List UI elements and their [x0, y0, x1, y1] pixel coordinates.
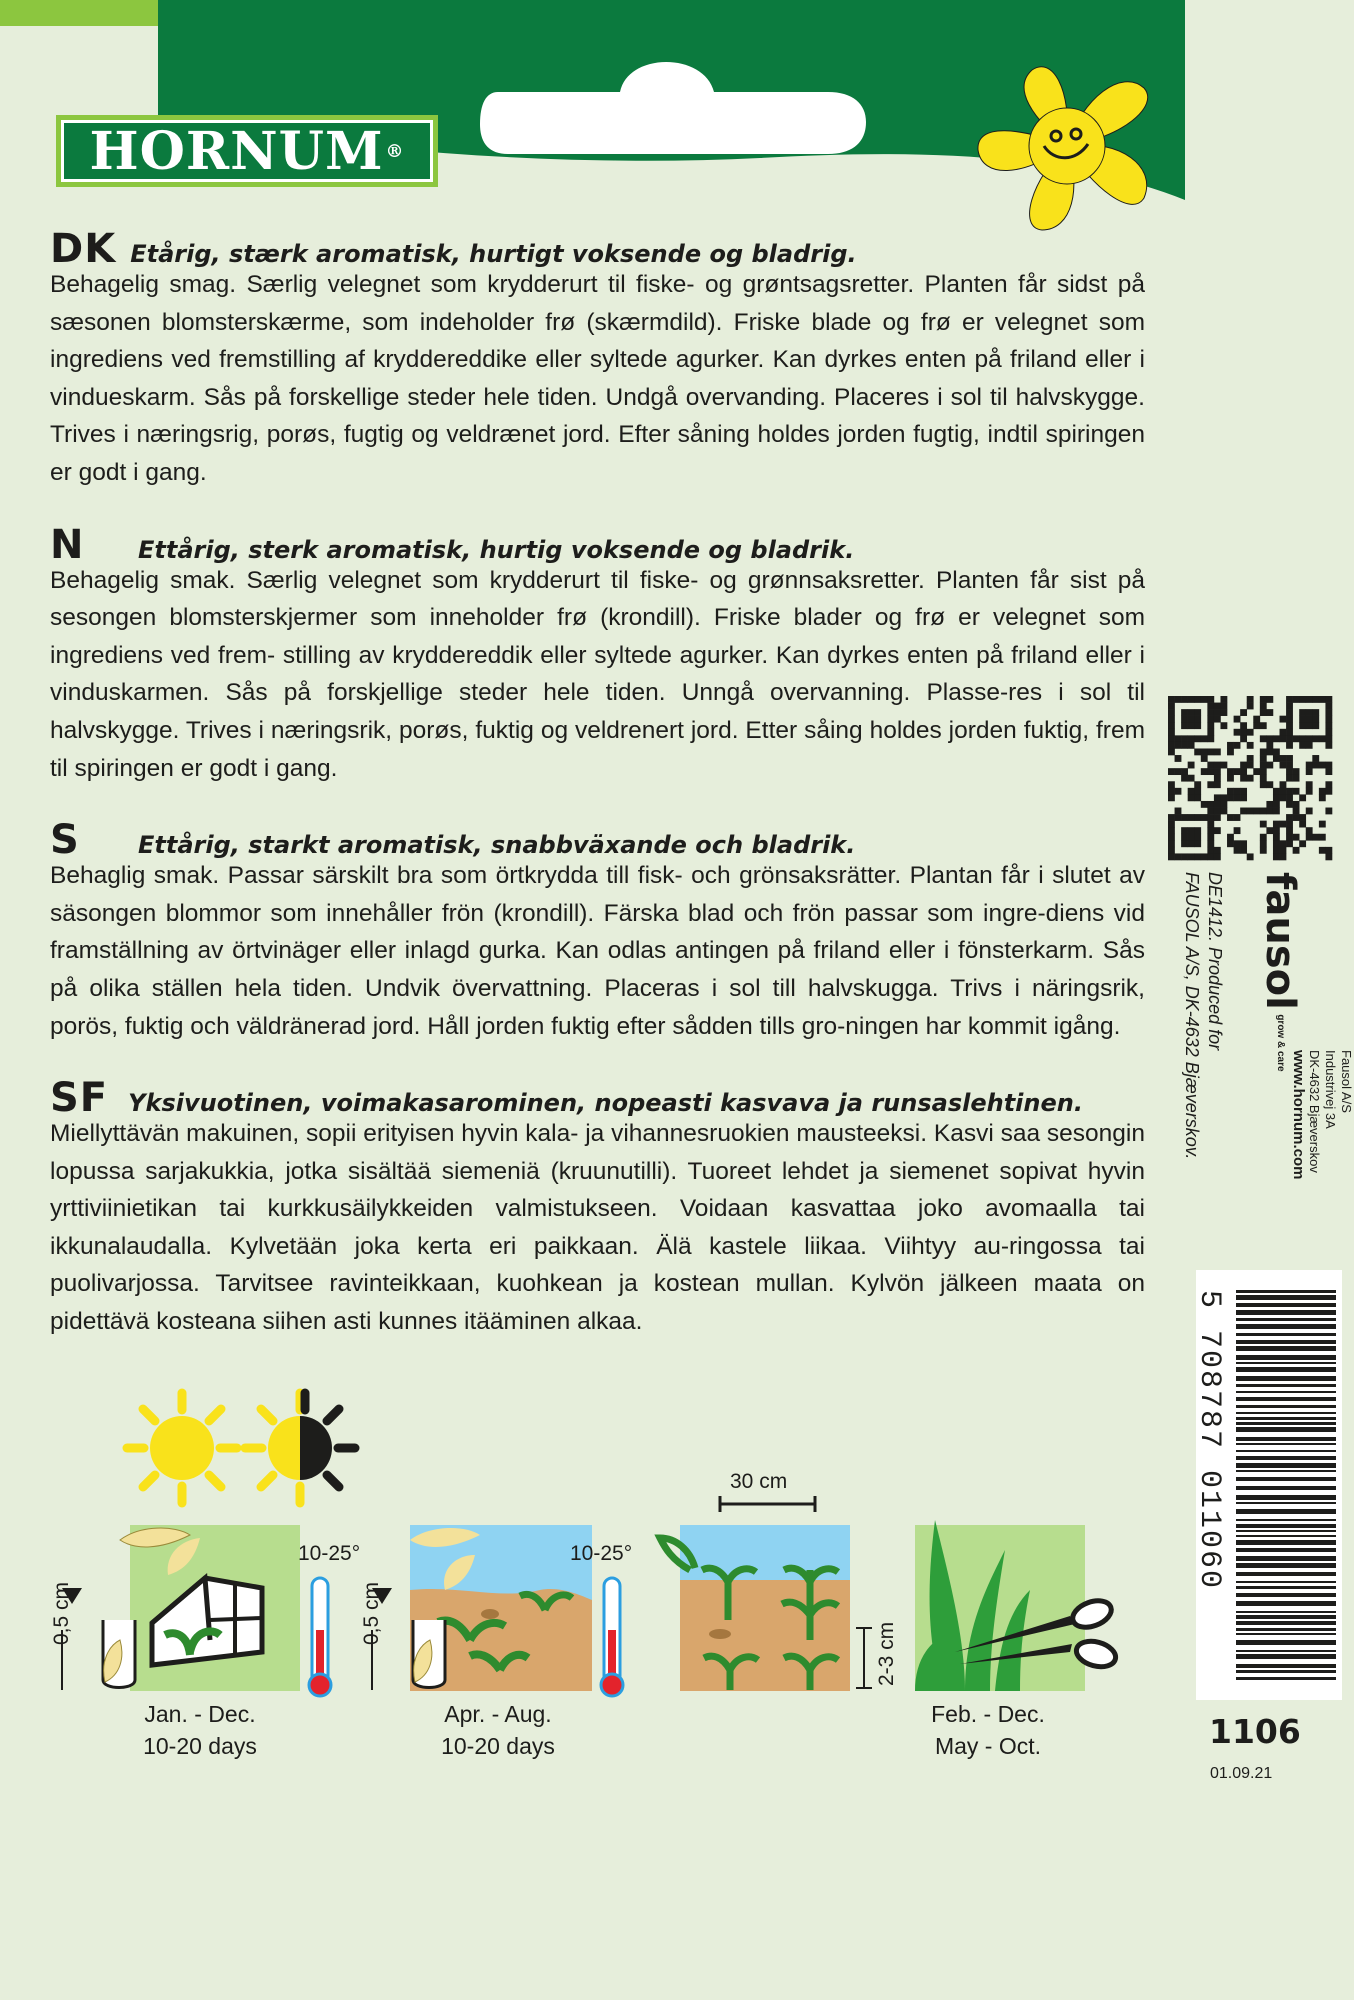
harvest-label — [918, 1698, 1058, 1762]
thermometer-icon — [309, 1578, 331, 1696]
language-code: S — [50, 817, 80, 864]
fausol-tagline: grow & care — [1275, 1014, 1286, 1072]
website-link[interactable]: www.hornum.com — [1290, 1050, 1307, 1180]
qr-code[interactable] — [1168, 696, 1332, 860]
section-heading — [50, 1075, 1145, 1122]
section-s — [50, 817, 1145, 1045]
side-info — [1180, 872, 1354, 1232]
produced-for-line2: FAUSOL A/S, DK-4632 Bjæverskov. — [1182, 872, 1202, 1160]
produced-for-text — [1180, 872, 1226, 1159]
section-subtitle: Etårig, stærk aromatisk, hurtigt voksende og bladrig. — [130, 240, 857, 268]
fausol-wordmark: fausol — [1257, 872, 1303, 1010]
section-heading — [50, 521, 1145, 568]
product-code: 1106 — [1209, 1712, 1301, 1751]
harvest-period: Feb. - Dec. — [931, 1701, 1045, 1727]
depth-label: 0,5 cm — [360, 1581, 383, 1645]
cloud-shape — [478, 42, 868, 162]
language-code: SF — [50, 1075, 109, 1122]
brand-name: HORNUM — [89, 120, 384, 182]
section-body: Behagelig smak. Særlig velegnet som krydderurt til fiske- og grønnsaksretter. Planten får sist på sesongen blomsterskjermer som inneholder frø (krondill). Friske blader og frø er velegnet som ingrediens ved frem- stilling av kryddereddik eller syltede agurker. Kan dyrkes enten på friland eller i vinduskarmen. Sås på forskjellige steder hele tiden. Unngå overvanning. Plasse-res i sol til halvskygge. Trives i næringsrik, porøs, fuktig og veldrenert jord. Etter såing holdes jorden fuktig, frem til spiringen er godt i gang. — [50, 566, 1145, 782]
spacing-label: 30 cm — [730, 1470, 788, 1493]
section-body: Behaglig smak. Passar särskilt bra som örtkrydda till fisk- och grönsaksrätter. Plantan får i slutet av säsongen blommor som innehåller frön (krondill). Färska blad och frön passar som ingre-diens vid framställning av örtvinäger eller inlagd gurka. Kan odlas antingen på friland eller i fönsterkarm. Sås på olika ställen hela tiden. Undvik övervattning. Placeras i sol till halvskugga. Trivs i näringsrik, porös, fuktig och väldränerad jord. Håll jorden fuktig efter sådden tills gro-ningen har kommit igång. — [50, 862, 1145, 1040]
produced-for-line1: DE1412. Produced for — [1205, 872, 1225, 1051]
address-line: DK-4632 Bjæverskov — [1307, 1050, 1322, 1173]
section-sf — [50, 1075, 1145, 1341]
language-code: DK — [50, 226, 117, 272]
section-body: Behagelig smag. Særlig velegnet som krydderurt til fiske- og grøntsagsretter. Planten får sidst på sæsonen blomsterskærme, som indeholder frø (skærmdild). Friske blade og frø er velegnet som ingrediens ved fremstilling af kryddereddike eller syltede agurker. Kan dyrkes enten på friland eller i vindueskarm. Sås på forskellige steder hele tiden. Undgå overvanding. Placeres i sol til halvskygge. Trives i næringsrig, porøs, fugtig og veldrænet jord. Efter såning holdes jorden fugtig, indtil spiringen er godt i gang. — [50, 271, 1145, 486]
sun-icon — [127, 1393, 237, 1503]
barcode — [1192, 1270, 1342, 1700]
address-line: Fausol A/S — [1339, 1050, 1354, 1113]
description-column — [50, 226, 1145, 1371]
language-code: N — [50, 521, 85, 568]
section-dk — [50, 226, 1145, 492]
hornum-logo — [56, 115, 438, 187]
section-subtitle: Ettårig, starkt aromatisk, snabbväxande och bladrik. — [138, 831, 856, 860]
sowing-period: Apr. - Aug. — [444, 1701, 552, 1727]
address-line: Industrivej 3A — [1323, 1050, 1338, 1129]
temperature-label: 10-25° — [298, 1542, 361, 1565]
smiling-flower-icon — [972, 58, 1162, 233]
germination-days: 10-20 days — [441, 1733, 555, 1759]
barcode-digits: 5 708787 011060 — [1192, 1290, 1226, 1591]
section-subtitle: Ettårig, sterk aromatisk, hurtig voksende og bladrik. — [138, 535, 855, 564]
print-date: 01.09.21 — [1210, 1765, 1273, 1782]
fausol-logo — [1257, 872, 1303, 1072]
section-heading — [50, 817, 1145, 864]
section-n — [50, 522, 1145, 788]
section-heading — [50, 226, 1145, 272]
period-label — [428, 1698, 568, 1762]
registered-mark: ® — [385, 140, 405, 162]
harvest-period: May - Oct. — [934, 1733, 1042, 1759]
section-subtitle: Yksivuotinen, voimakasarominen, nopeasti kasvava ja runsaslehtinen. — [128, 1089, 1083, 1118]
temperature-label: 10-25° — [570, 1542, 633, 1565]
growing-diagram — [0, 1390, 1160, 1804]
thermometer-icon — [601, 1578, 623, 1696]
transplant-depth-label: 2-3 cm — [875, 1621, 898, 1686]
fausol-address — [1290, 1050, 1354, 1179]
half-sun-icon — [245, 1393, 355, 1503]
sowing-period: Jan. - Dec. — [144, 1701, 256, 1727]
germination-days: 10-20 days — [143, 1733, 257, 1759]
hornum-logo-text — [61, 120, 433, 182]
depth-label: 0,5 cm — [50, 1581, 73, 1645]
period-label — [130, 1698, 270, 1762]
section-body: Miellyttävän makuinen, sopii erityisen hyvin kala- ja vihannesruokien mausteeksi. Kasvi saa sesongin lopussa sarjakukkia, jotka sisältää siemeniä (kruunutilli). Tuoreet lehdet ja siemenet sopivat hyvin yrttiviinietikan tai kurkkusäilykkeiden valmistukseen. Voidaan kasvattaa joko avomaalla tai ikkunalaudalla. Kylvetään joka kerta eri paikkaan. Älä kastele liikaa. Viihtyy au-ringossa tai puolivarjossa. Tarvitsee ravinteikkaan, kuohkean ja kostean mullan. Kylvön jälkeen maata on pidettävä kosteana siihen asti kunnes itääminen alkaa. — [50, 1120, 1145, 1336]
